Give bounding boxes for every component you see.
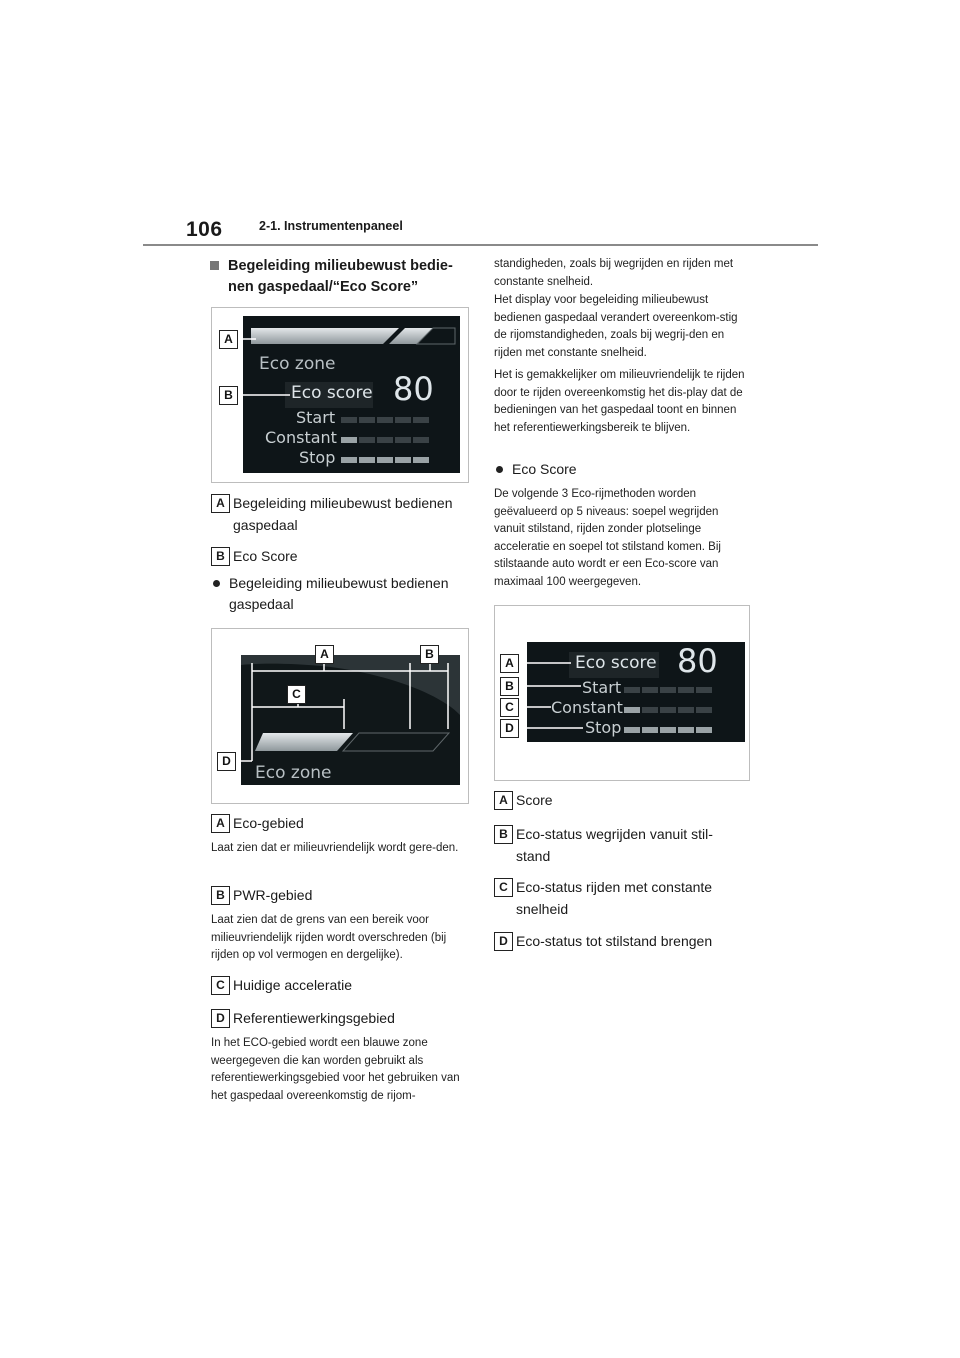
legend3-item-a [494,789,750,811]
legend-text: Score [516,792,553,808]
display-screen [527,642,745,742]
figure-eco-display-2 [211,628,469,804]
page-number: 106 [186,218,223,241]
eco-zone-label: Eco zone [255,763,332,783]
paragraph-2: Het display voor begeleiding milieubewust bedienen gaspedaal verandert overeenkom-stig de rijomstandigheden, zoals bij wegrij-den en rijden met constante snelheid. [494,294,738,359]
eco-level-segment [395,417,411,423]
legend2-note-b: Laat zien dat de grens van een bereik voor milieuvriendelijk rijden wordt overschreden (bij rijden op vol vermogen en dergelijke). [211,914,447,961]
legend3-item-d [494,930,750,952]
score-value: 80 [677,642,718,680]
eco-level-segment [696,707,712,713]
eco-level-segment [642,687,658,693]
callout-label-b: B [500,677,519,696]
constant-label: Constant [265,428,337,447]
legend-label-a: A [211,494,230,513]
eco-level-segment [341,417,357,423]
eco-level-segment [413,417,429,423]
square-bullet-icon [210,261,219,270]
eco-level-segment [359,437,375,443]
legend2-item-c [211,974,471,996]
eco-level-segment [377,417,393,423]
paragraph-4: De volgende 3 Eco-rijmethoden worden geëvalueerd op 5 niveaus: soepel wegrijden vanuit stilstand, rijden zonder plotselinge acceleratie en soepel tot stilstand komen. Bij stilstaande auto wordt er een Eco-score van maximaal 100 weergegeven. [494,488,721,588]
callout-label-b: B [420,645,439,664]
legend-label-d: D [494,932,513,951]
legend-label-b: B [211,547,230,566]
eco-level-segment [624,687,640,693]
eco-level-segment [341,457,357,463]
bullet-eco-score [494,459,748,480]
bullet-icon [496,466,503,473]
legend2-note-a: Laat zien dat er milieuvriendelijk wordt gere-den. [211,842,459,854]
paragraph-1: standigheden, zoals bij wegrijden en rijden met constante snelheid. [494,258,734,288]
legend-label-c: C [211,976,230,995]
eco-level-segment [395,437,411,443]
callout-label-d: D [217,752,236,771]
legend-label-d: D [211,1009,230,1028]
legend-text: PWR-gebied [233,887,313,903]
eco-level-segment [359,457,375,463]
header-divider [143,244,818,246]
eco-level-segment [395,457,411,463]
legend-label-a: A [211,814,230,833]
score-value: 80 [393,370,434,408]
callout-label-c: C [287,685,306,704]
display-screen [243,316,460,473]
eco-zone-label: Eco zone [259,354,336,374]
legend-text: Huidige acceleratie [233,977,353,993]
legend-label-b: B [211,886,230,905]
eco-level-segment [642,727,658,733]
eco-level-segment [696,687,712,693]
legend2-item-a [211,812,471,834]
heading-text: Begeleiding milieubewust bedie-nen gaspedaal/“Eco Score” [228,258,453,295]
figure-eco-score-display [494,605,750,781]
legend-label-c: C [494,878,513,897]
callout-label-a: A [500,654,519,673]
bullet-text: Eco Score [512,461,577,477]
eco-level-segment [377,457,393,463]
legend-label-b: B [494,825,513,844]
bullet-text: Begeleiding milieubewust bedienen gaspedaal [229,575,449,612]
stop-label: Stop [585,718,622,737]
eco-level-segment [660,727,676,733]
eco-level-segment [624,727,640,733]
start-label: Start [582,678,622,697]
eco-level-segment [660,707,676,713]
legend3-item-c [494,876,734,920]
eco-level-segment [678,687,694,693]
legend-text: Eco-status tot stilstand brengen [516,933,713,949]
eco-level-segment [678,707,694,713]
constant-label: Constant [551,698,623,717]
callout-label-d: D [500,719,519,738]
display-screen [241,655,460,785]
callout-label-c: C [500,698,519,717]
legend-label-a: A [494,791,513,810]
legend-text: Eco-gebied [233,815,304,831]
section-title: 2-1. Instrumentenpaneel [259,219,403,233]
eco-level-segment [660,687,676,693]
eco-level-segment [377,437,393,443]
legend-text: Eco-status wegrijden vanuit stil-stand [516,826,713,864]
legend1-item-a [211,492,471,536]
callout-label-a: A [315,645,334,664]
eco-level-segment [696,727,712,733]
legend2-item-b [211,884,471,906]
figure-eco-display-1 [211,307,469,483]
legend3-item-b [494,823,734,867]
legend-text: Referentiewerkingsgebied [233,1010,395,1026]
eco-level-segment [624,707,640,713]
stop-label: Stop [299,448,336,467]
eco-level-segment [678,727,694,733]
legend1-item-b [211,545,471,567]
legend-text: Eco-status rijden met constante snelheid [516,879,713,917]
bullet-icon [213,580,220,587]
eco-score-label: Eco score [575,653,657,673]
start-label: Start [296,408,336,427]
eco-level-segment [413,457,429,463]
eco-level-segment [413,437,429,443]
section-heading [210,256,472,298]
legend2-item-d [211,1007,471,1029]
bullet-gaspedaal [211,573,469,615]
legend-text: Eco Score [233,548,298,564]
eco-score-label: Eco score [291,383,373,403]
callout-label-b: B [219,386,238,405]
eco-level-segment [359,417,375,423]
eco-level-segment [341,437,357,443]
callout-label-a: A [219,330,238,349]
legend2-note-d: In het ECO-gebied wordt een blauwe zone weergegeven die kan worden gebruikt als referentiewerkingsgebied voor het gebruiken van het gaspedaal overeenkomstig de rijom- [211,1037,460,1102]
eco-level-segment [642,707,658,713]
paragraph-3: Het is gemakkelijker om milieuvriendelijk te rijden door te rijden overeenkomstig het dis-play dat de bedieningen van het gaspedaal toont en binnen het referentiewerkingsbereik te blijven. [494,369,745,434]
legend-text: Begeleiding milieubewust bedienen gaspedaal [233,495,453,533]
